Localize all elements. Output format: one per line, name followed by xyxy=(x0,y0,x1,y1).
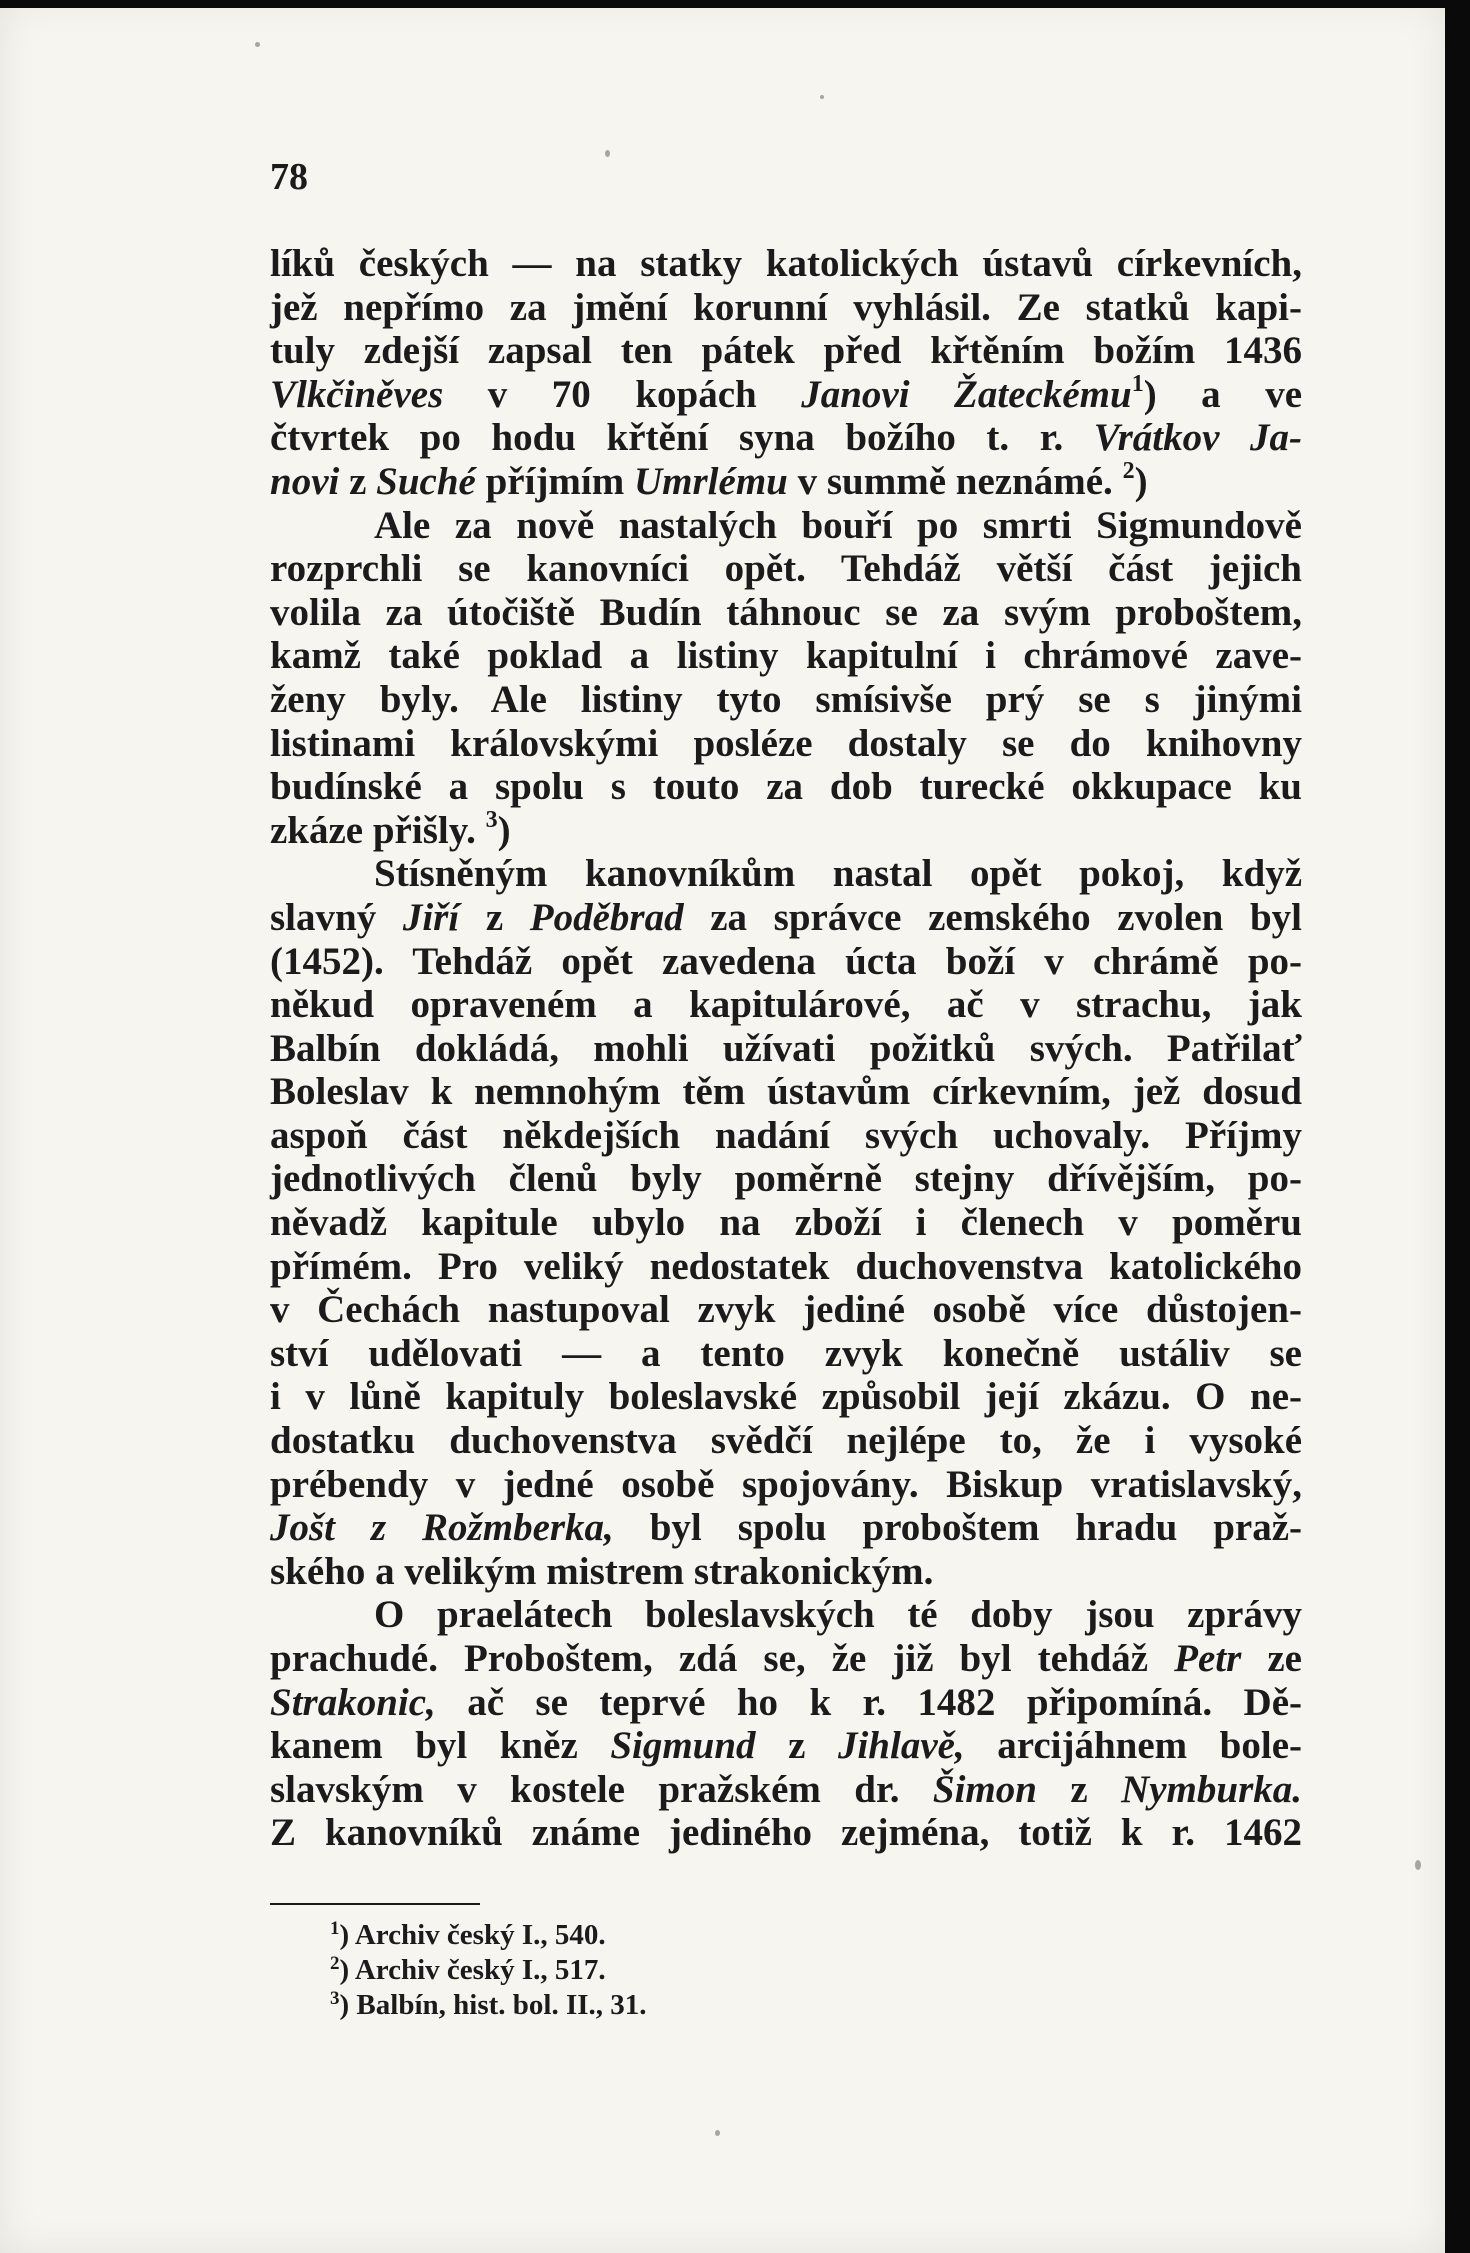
text-run: z xyxy=(339,459,377,503)
italic-name: Vrátkov Ja- xyxy=(1093,416,1302,460)
italic-name: Vlkčiněves xyxy=(270,372,444,416)
text-line: Stísněným kanovníkům nastal opět pokoj, když xyxy=(374,852,1302,896)
text-line: Z kanovníků známe jediného zejména, totiž k r. 1462 xyxy=(270,1811,1302,1855)
text-run: ) a ve xyxy=(1143,372,1302,416)
text-line: ženy byly. Ale listiny tyto smísivše prý se s jinými xyxy=(270,677,1302,721)
text-run: za správce zemského zvolen byl xyxy=(683,895,1303,939)
text-line xyxy=(270,806,1302,853)
text-line xyxy=(270,1724,1302,1768)
text-line: volila za útočiště Budín táhnouc se za svým proboštem, xyxy=(270,590,1302,634)
text-line xyxy=(270,457,1302,504)
text-run: slavný xyxy=(270,895,403,939)
text-run: ) xyxy=(497,808,511,852)
footnote-ref: 3 xyxy=(485,806,498,833)
text-line: Boleslav k nemnohým těm ústavům církevním, jež dosud xyxy=(270,1070,1302,1114)
text-run: slavským v kostele pražském dr. xyxy=(270,1767,933,1811)
footnotes xyxy=(330,1918,647,2023)
text-line: v Čechách nastupoval zvyk jediné osobě více důstojen- xyxy=(270,1288,1302,1332)
text-line xyxy=(270,416,1302,460)
italic-name: Jihlavě, xyxy=(837,1724,965,1768)
text-line: něvadž kapitule ubylo na zboží i členech v poměru xyxy=(270,1201,1302,1245)
footnote-mark: 2 xyxy=(330,1953,340,1974)
footnote-text: Archiv český I., 517. xyxy=(354,1954,606,1986)
footnote-mark: 1 xyxy=(330,1918,340,1939)
text-run: kanem byl kněz xyxy=(270,1724,611,1768)
text-run: čtvrtek po hodu křtění syna božího t. r. xyxy=(270,416,1094,460)
text-line: prébendy v jedné osobě spojovány. Biskup vratislavský, xyxy=(270,1462,1302,1506)
text-line: dostatku duchovenstva svědčí nejlépe to, že i vysoké xyxy=(270,1419,1302,1463)
text-run: v 70 kopách xyxy=(443,372,802,416)
text-run: příjmím xyxy=(475,459,634,503)
text-run: byl spolu proboštem hradu praž- xyxy=(613,1506,1302,1550)
print-speck xyxy=(255,42,260,47)
text-run: ač se teprvé ho k r. 1482 připomíná. Dě- xyxy=(435,1680,1302,1724)
text-line: líků českých — na statky katolických ústavů církevních, xyxy=(270,242,1302,285)
text-line: ství udělovati — a tento zvyk konečně ustáliv se xyxy=(270,1331,1302,1375)
text-line xyxy=(270,1681,1302,1725)
italic-name: Janovi Žateckému xyxy=(801,372,1132,416)
text-line: aspoň část někdejších nadání svých uchovaly. Příjmy xyxy=(270,1113,1302,1157)
italic-name: Jošt z Rožmberka, xyxy=(270,1506,614,1550)
text-line: kamž také poklad a listiny kapitulní i chrámové zave- xyxy=(270,634,1302,678)
print-speck xyxy=(1415,1860,1421,1870)
text-line: jež nepřímo za jmění korunní vyhlásil. Ze statků kapi- xyxy=(270,285,1302,329)
footnote-separator xyxy=(270,1903,480,1905)
text-line: přímém. Pro veliký nedostatek duchovenstva katolického xyxy=(270,1244,1302,1288)
footnote: $^1$) Archiv český I., 540. xyxy=(330,1918,606,1951)
text-line: jednotlivých členů byly poměrně stejny dřívějším, po- xyxy=(270,1157,1302,1201)
italic-name: Umrlému xyxy=(634,459,788,503)
text-run: z xyxy=(755,1724,838,1768)
text-line: tuly zdejší zapsal ten pátek před křtěním božím 1436 xyxy=(270,329,1302,373)
italic-name: Petr xyxy=(1174,1637,1242,1680)
footnote: $^2$) Archiv český I., 517. xyxy=(330,1953,606,1986)
italic-name: Nymburka. xyxy=(1121,1767,1303,1811)
footnote-mark: 3 xyxy=(330,1988,340,2009)
print-speck xyxy=(820,95,824,99)
italic-name: novi xyxy=(270,459,340,503)
footnote-text: Balbín, hist. bol. II., 31. xyxy=(356,1989,647,2021)
text-line: O praelátech boleslavských té doby jsou zprávy xyxy=(374,1593,1302,1637)
text-run: prachudé. Proboštem, zdá se, že již byl tehdáž xyxy=(270,1637,1175,1680)
text-line: Balbín dokládá, mohli užívati požitků svých. Patřilať xyxy=(270,1026,1302,1070)
text-line xyxy=(270,1506,1302,1550)
text-run: z xyxy=(459,895,530,939)
footnote-ref: 1 xyxy=(1131,370,1144,397)
print-speck xyxy=(715,2130,720,2136)
footnote-text: Archiv český I., 540. xyxy=(354,1919,606,1951)
body-text xyxy=(270,242,1302,1855)
text-line xyxy=(270,370,1302,417)
text-run: arcijáhnem bole- xyxy=(964,1724,1302,1768)
italic-name: Suché xyxy=(376,459,476,503)
italic-name: Strakonic, xyxy=(270,1680,436,1724)
text-line: rozprchli se kanovníci opět. Tehdáž větší část jejich xyxy=(270,547,1302,591)
text-line: (1452). Tehdáž opět zavedena úcta boží v chrámě po- xyxy=(270,939,1302,983)
text-line: někud opraveném a kapitulárové, ač v strachu, jak xyxy=(270,983,1302,1027)
italic-name: Jiří xyxy=(402,895,460,939)
text-line xyxy=(270,896,1302,940)
footnote-ref: 2 xyxy=(1122,457,1135,484)
text-run: v summě neznámé. xyxy=(787,459,1123,503)
scan-border-right xyxy=(1445,0,1470,2253)
text-line: ského a velikým mistrem strakonickým. xyxy=(270,1549,934,1593)
text-run: ) xyxy=(1134,459,1148,503)
print-speck xyxy=(605,150,610,157)
text-line xyxy=(270,1768,1302,1812)
italic-name: Šimon xyxy=(932,1767,1037,1811)
text-line: listinami královskými posléze dostaly se do knihovny xyxy=(270,721,1302,765)
text-line: budínské a spolu s touto za dob turecké okkupace ku xyxy=(270,765,1302,809)
text-run: zkáze přišly. xyxy=(270,808,486,852)
scan-border-top xyxy=(0,0,1470,8)
footnote: $^3$) Balbín, hist. bol. II., 31. xyxy=(330,1988,647,2021)
italic-name: Sigmund xyxy=(610,1724,756,1768)
text-line xyxy=(270,1637,1302,1681)
text-line: Ale za nově nastalých bouří po smrti Sigmundově xyxy=(374,503,1302,547)
text-line: i v lůně kapituly boleslavské způsobil její zkázu. O ne- xyxy=(270,1375,1302,1419)
text-run: z xyxy=(1036,1767,1122,1811)
page-number: 78 xyxy=(270,156,308,198)
italic-name: Poděbrad xyxy=(529,895,684,939)
text-run: ze xyxy=(1241,1637,1302,1680)
